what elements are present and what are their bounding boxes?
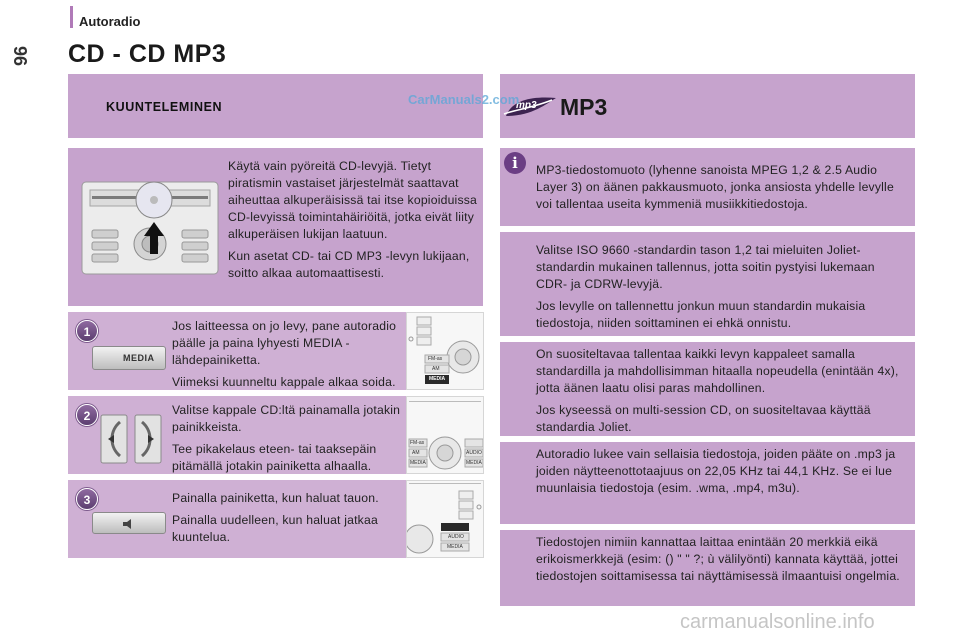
watermark-bottom: carmanualsonline.info bbox=[680, 611, 875, 633]
thumb2-fm-label: FM-as bbox=[410, 440, 425, 446]
pause-button-image bbox=[92, 512, 166, 534]
step-1-text bbox=[172, 318, 404, 396]
step-1-paragraph-1: Jos laitteessa on jo levy, pane autoradio päälle ja paina lyhyesti MEDIA -lähdepainiketta. bbox=[172, 319, 397, 367]
thumb-am-label: AM bbox=[432, 366, 440, 372]
mp3-format-panel bbox=[500, 442, 915, 524]
step-3-text bbox=[172, 490, 404, 551]
thumb3-audio-label: AUDIO bbox=[448, 534, 464, 540]
mp3-filename-text bbox=[536, 534, 908, 590]
mp3-filename-paragraph-1: Tiedostojen nimiin kannattaa laittaa enintään 20 merkkiä eikä erikoismerkkejä (esim: () " " ?; ù välilyönti) kannata käyttää, jottei tiedostojen soittamisessa tai näyttämisessä ilmaantuisi ongelmia. bbox=[536, 535, 900, 583]
step-2-paragraph-2: Tee pikakelaus eteen- tai taaksepäin pitämällä jotakin painiketta alhaalla. bbox=[172, 442, 377, 473]
step-3-paragraph-2: Painalla uudelleen, kun haluat jatkaa kuuntelua. bbox=[172, 513, 378, 544]
mp3-recording-paragraph-2: Jos kyseessä on multi-session CD, on suositeltavaa käyttää standardia Joliet. bbox=[536, 403, 871, 434]
mp3-heading-panel bbox=[500, 74, 915, 138]
header-accent-bar bbox=[70, 6, 73, 28]
page-title: CD - CD MP3 bbox=[68, 40, 227, 68]
thumb3-media-label: MEDIA bbox=[447, 544, 463, 550]
mp3-recording-panel bbox=[500, 342, 915, 436]
radio-face-illustration-3 bbox=[407, 481, 483, 557]
info-icon: i bbox=[504, 152, 526, 174]
step-3-paragraph-1: Painalla painiketta, kun haluat tauon. bbox=[172, 491, 379, 505]
intro-paragraph-1: Käytä vain pyöreitä CD-levyjä. Tietyt piratismin vastaiset järjestelmät saattavat aiheuttaa alkuperäisissä tai itse kopioiduissa CD-levyissä toimintahäiriöitä, jotka eivät liity alkuperäisen lukijan laatuun. bbox=[228, 159, 478, 241]
step-1-paragraph-2: Viimeksi kuunneltu kappale alkaa soida. bbox=[172, 375, 396, 389]
mp3-standard-paragraph-1: Valitse ISO 9660 -standardin tason 1,2 tai mieluiten Joliet-standardin mukainen tallennus, jotta soitin pystyisi lukemaan CDR- ja CDRW-levyjä. bbox=[536, 243, 875, 291]
mp3-recording-text bbox=[536, 346, 908, 441]
thumb2-media-label: MEDIA bbox=[410, 460, 426, 466]
intro-text bbox=[228, 158, 478, 287]
step-1-radio-thumbnail bbox=[406, 312, 484, 390]
intro-panel bbox=[68, 148, 483, 306]
mp3-info-text bbox=[536, 162, 908, 218]
step-2-paragraph-1: Valitse kappale CD:ltä painamalla jotakin painikkeista. bbox=[172, 403, 401, 434]
section-header: Autoradio bbox=[79, 14, 141, 29]
page-number: 96 bbox=[10, 45, 30, 67]
step-3-radio-thumbnail bbox=[406, 480, 484, 558]
mp3-format-text bbox=[536, 446, 908, 502]
mp3-info-panel bbox=[500, 148, 915, 226]
mp3-recording-paragraph-1: On suositeltavaa tallentaa kaikki levyn kappaleet samalla standardilla ja mahdollisimman hitaalla nopeudella (enintään 4x), jotta äänen laatu olisi paras mahdollinen. bbox=[536, 347, 899, 395]
mute-icon bbox=[121, 518, 137, 530]
cd-player-illustration bbox=[80, 178, 220, 278]
mp3-standard-panel bbox=[500, 232, 915, 336]
step-1-badge: 1 bbox=[76, 320, 98, 342]
watermark-top: CarManuals2.com bbox=[408, 92, 520, 107]
step-2-text bbox=[172, 402, 404, 480]
listening-heading: KUUNTELEMINEN bbox=[106, 100, 223, 114]
step-2-panel bbox=[68, 396, 406, 474]
thumb-fm-label: FM-as bbox=[428, 356, 443, 362]
step-3-panel bbox=[68, 480, 406, 558]
mp3-logo-text: mp3 bbox=[516, 100, 537, 111]
thumb-media-label: MEDIA bbox=[429, 376, 446, 382]
mp3-info-paragraph-1: MP3-tiedostomuoto (lyhenne sanoista MPEG 1,2 & 2.5 Audio Layer 3) on äänen pakkausmuoto, jonka ansiosta yhdelle levylle voi tallentaa useita kymmeniä musiikkitiedostoja. bbox=[536, 163, 894, 211]
media-button-label: MEDIA bbox=[123, 353, 155, 363]
thumb2-audio-label: AUDIO bbox=[466, 450, 482, 456]
mp3-standard-paragraph-2: Jos levylle on tallennettu jonkun muun standardin mukaisia tiedostoja, niiden soittaminen ei ehkä onnistu. bbox=[536, 299, 866, 330]
step-3-badge: 3 bbox=[76, 488, 98, 510]
track-buttons-image bbox=[100, 414, 162, 464]
step-1-panel bbox=[68, 312, 406, 390]
intro-paragraph-2: Kun asetat CD- tai CD MP3 -levyn lukijaan, soitto alkaa automaattisesti. bbox=[228, 249, 470, 280]
step-2-badge: 2 bbox=[76, 404, 98, 426]
step-2-radio-thumbnail bbox=[406, 396, 484, 474]
mp3-heading: MP3 bbox=[560, 94, 608, 120]
mp3-format-paragraph-1: Autoradio lukee vain sellaisia tiedostoja, joiden pääte on .mp3 ja joiden näytteenottotaajuus on 22,05 KHz tai 44,1 KHz. Se ei lue muunlaisia tiedostoja (esim. .wma, .mp4, m3u). bbox=[536, 447, 896, 495]
thumb2-am-label: AM bbox=[412, 450, 420, 456]
mp3-standard-text bbox=[536, 242, 908, 337]
thumb2-media-label-right: MEDIA bbox=[466, 460, 482, 466]
mp3-filename-panel bbox=[500, 530, 915, 606]
media-button-image bbox=[92, 346, 166, 370]
